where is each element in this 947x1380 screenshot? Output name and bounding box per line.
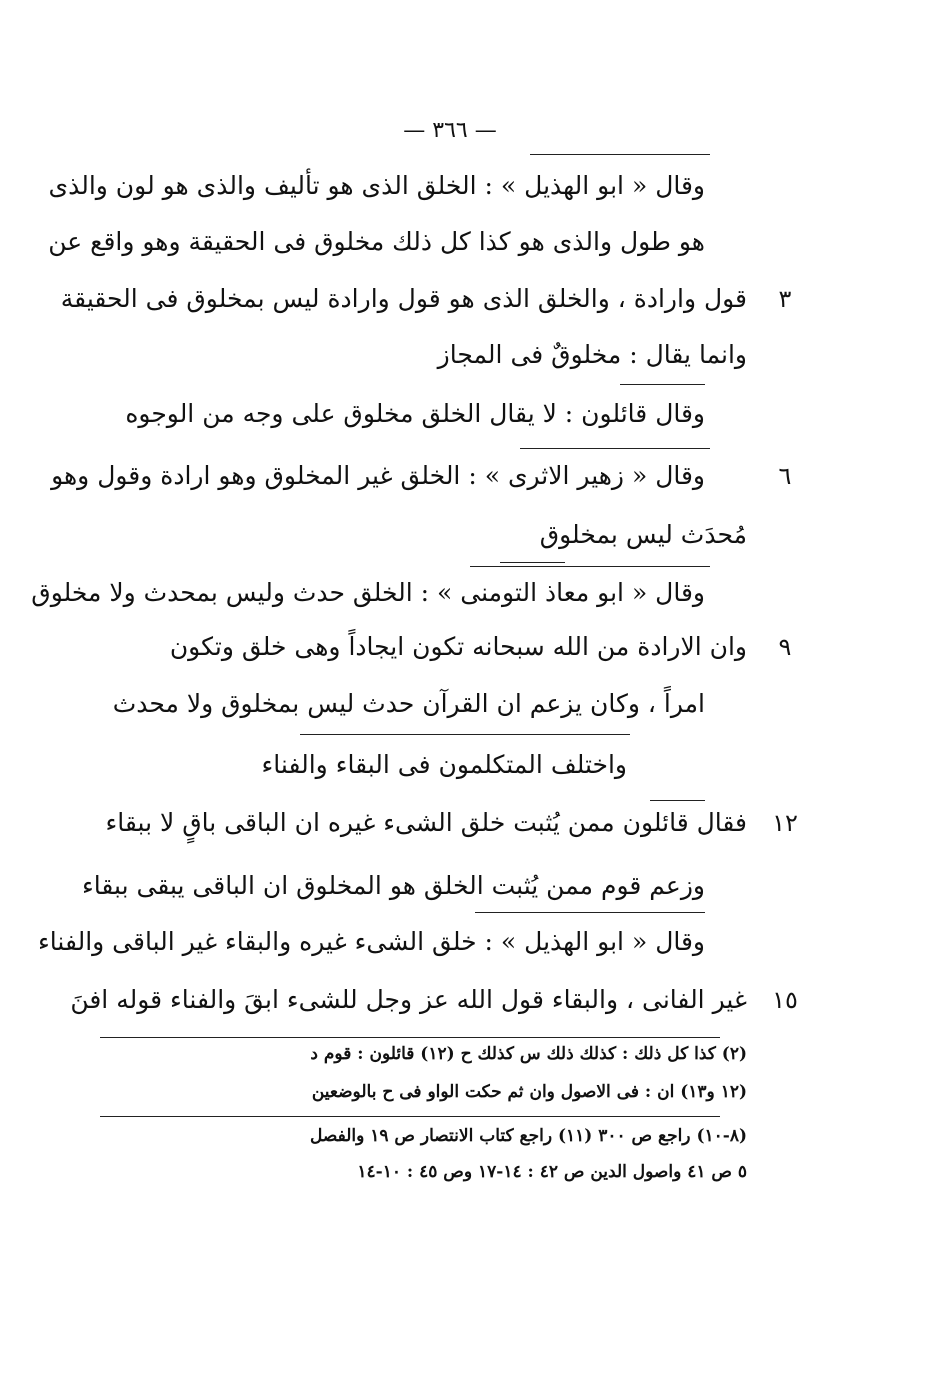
text-line: وقال « ابو معاذ التومنى » : الخلق حدث وليس بمحدث ولا مخلوق bbox=[31, 578, 705, 607]
overline-rule bbox=[650, 800, 705, 801]
text-line: وقال قائلون : لا يقال الخلق مخلوق على وجه من الوجوه bbox=[125, 399, 705, 428]
footnote-line: (١٢ و١٣) ان : فى الاصول وان ثم حكت الواو فى ح بالوضعين bbox=[311, 1082, 747, 1102]
footnote-separator bbox=[100, 1116, 720, 1117]
text-line: وانما يقال : مخلوقٌ فى المجاز bbox=[437, 340, 747, 369]
footnote-line: (٨-١٠) راجع ص ٣٠٠ (١١) راجع كتاب الانتصار ص ١٩ والفصل bbox=[309, 1126, 747, 1146]
footnote-separator bbox=[100, 1037, 720, 1038]
overline-rule bbox=[500, 562, 565, 563]
overline-rule bbox=[470, 566, 710, 567]
line-number: ١٥ bbox=[772, 986, 798, 1014]
text-line: وان الارادة من الله سبحانه تكون ايجاداً وهى خلق وتكون bbox=[169, 632, 747, 661]
text-line: مُحدَث ليس بمخلوق bbox=[539, 520, 747, 549]
line-number: ٩ bbox=[778, 633, 792, 661]
overline-rule bbox=[300, 734, 630, 735]
text-line: وقال « ابو الهذيل » : خلق الشىء غيره والبقاء غير الباقى والفناء bbox=[38, 927, 705, 956]
line-number: ١٢ bbox=[772, 809, 798, 837]
text-line: هو طول والذى هو كذا كل ذلك مخلوق فى الحقيقة وهو واقع عن bbox=[48, 227, 705, 256]
footnote-line: (٢) كذا كل ذلك : كذلك ذلك س كذلك ح (١٢) قائلون : قوم د bbox=[310, 1044, 747, 1064]
text-line: وقال « ابو الهذيل » : الخلق الذى هو تأليف والذى هو لون والذى bbox=[48, 171, 705, 200]
text-line: وقال « زهير الاثرى » : الخلق غير المخلوق وهو ارادة وقول وهو bbox=[51, 461, 705, 490]
overline-rule bbox=[530, 154, 710, 155]
overline-rule bbox=[520, 448, 710, 449]
page-number: — ٣٦٦ — bbox=[403, 118, 497, 143]
line-number: ٦ bbox=[778, 462, 792, 490]
footnote-line: ٥ ص ٤١ واصول الدين ص ٤٢ : ١٤-١٧ وص ٤٥ : ١٠-١٤ bbox=[357, 1162, 747, 1182]
overline-rule bbox=[475, 912, 705, 913]
text-line: فقال قائلون ممن يُثبت خلق الشىء غيره ان الباقى باقٍ لا ببقاء bbox=[105, 808, 747, 837]
section-heading: واختلف المتكلمون فى البقاء والفناء bbox=[261, 750, 627, 779]
line-number: ٣ bbox=[778, 285, 792, 313]
text-line: وزعم قوم ممن يُثبت الخلق هو المخلوق ان الباقى يبقى ببقاء bbox=[82, 871, 705, 900]
overline-rule bbox=[620, 384, 705, 385]
text-line: غير الفانى ، والبقاء قول الله عز وجل للشىء ابقَ والفناء قوله افنَ bbox=[70, 985, 747, 1014]
text-line: امراً ، وكان يزعم ان القرآن حدث ليس بمخلوق ولا محدث bbox=[112, 689, 705, 718]
text-line: قول وارادة ، والخلق الذى هو قول وارادة ليس بمخلوق فى الحقيقة bbox=[60, 284, 747, 313]
